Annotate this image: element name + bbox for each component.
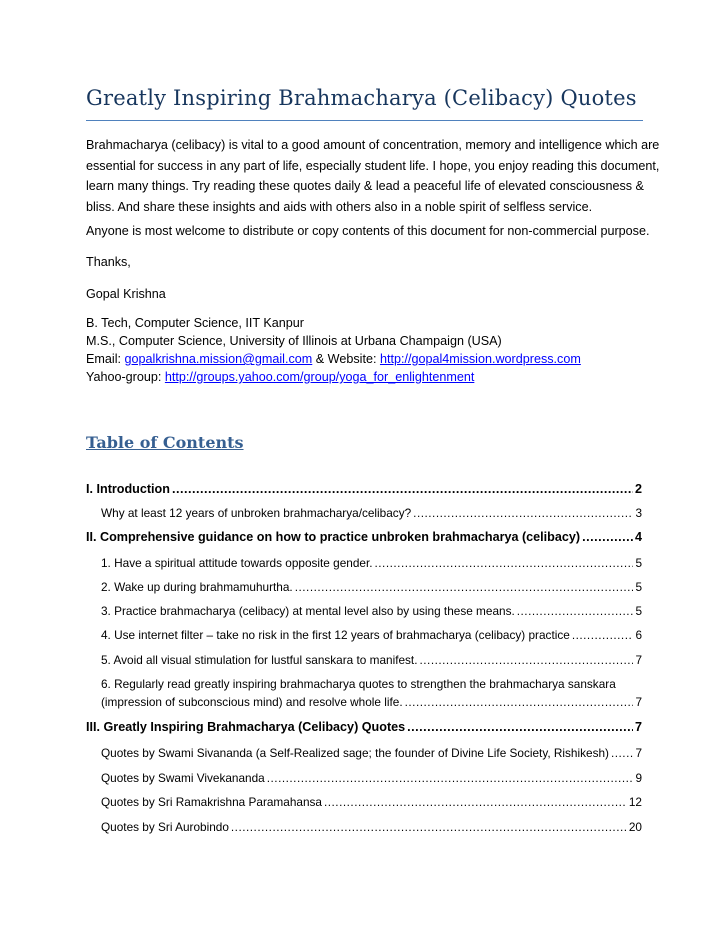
toc-leader-dots (231, 820, 627, 834)
toc-entry-page: 7 (635, 695, 642, 709)
toc-entry-text: Why at least 12 years of unbroken brahmacharya/celibacy? (101, 506, 412, 520)
toc-leader-dots (267, 771, 634, 785)
toc-entry-text: 3. Practice brahmacharya (celibacy) at mental level also by using these means. (101, 604, 515, 618)
toc-entry-text: 1. Have a spiritual attitude towards opposite gender. (101, 556, 373, 570)
toc-entry[interactable] (101, 695, 642, 709)
yahoo-group-line (86, 368, 646, 386)
toc-leader-dots (375, 556, 634, 570)
toc-entry-page: 5 (635, 604, 642, 618)
toc-entry-text: 5. Avoid all visual stimulation for lustful sanskara to manifest. (101, 653, 418, 667)
toc-leader-dots (419, 653, 633, 667)
toc-entry-page: 12 (628, 795, 642, 809)
intro-line: bliss. And share these insights and aids with others also in a noble spirit of selfless service. (86, 199, 593, 214)
toc-entry-text: Quotes by Sri Aurobindo (101, 820, 229, 834)
toc-leader-dots (324, 795, 627, 809)
toc-entry[interactable] (86, 482, 642, 496)
toc-entry[interactable] (101, 820, 642, 834)
intro-line: learn many things. Try reading these quotes daily & lead a peaceful life of elevated consciousness & (86, 179, 644, 193)
toc-entry-text: (impression of subconscious mind) and resolve whole life. (101, 695, 403, 709)
toc-entry-text: 2. Wake up during brahmamuhurtha. (101, 580, 293, 594)
toc-leader-dots (517, 604, 634, 618)
toc-entry[interactable] (101, 653, 642, 667)
intro-line: essential for success in any part of life, especially student life. I hope, you enjoy reading this document, (86, 158, 660, 173)
toc-entry-page: 7 (634, 720, 642, 734)
author-credentials (86, 314, 646, 386)
toc-entry-text: III. Greatly Inspiring Brahmacharya (Celibacy) Quotes (86, 720, 406, 734)
author-name: Gopal Krishna (86, 287, 166, 301)
toc-entry-text: I. Introduction (86, 482, 170, 496)
toc-entry[interactable] (101, 556, 642, 570)
toc-entry-page: 7 (635, 746, 642, 760)
toc-entry-page: 4 (634, 530, 642, 544)
toc-entry[interactable] (86, 720, 642, 734)
toc-entry-page: 9 (635, 771, 642, 785)
toc-entry[interactable] (86, 530, 642, 544)
website-label: & Website: (312, 352, 380, 366)
toc-entry[interactable] (101, 677, 642, 691)
intro-paragraph (86, 135, 660, 217)
toc-entry-text: Quotes by Sri Ramakrishna Paramahansa (101, 795, 322, 809)
toc-entry-page: 20 (628, 820, 642, 834)
toc-entry-text: Quotes by Swami Vivekananda (101, 771, 265, 785)
document-title: Greatly Inspiring Brahmacharya (Celibacy) Quotes (86, 86, 637, 110)
title-underline-rule (86, 120, 643, 121)
toc-entry-text: 6. Regularly read greatly inspiring brahmacharya quotes to strengthen the brahmacharya sanskara (101, 677, 616, 691)
toc-entry[interactable] (101, 746, 642, 760)
toc-leader-dots (413, 506, 633, 520)
website-link[interactable]: http://gopal4mission.wordpress.com (379, 352, 581, 366)
contact-line (86, 350, 646, 368)
toc-entry-text: Quotes by Swami Sivananda (a Self-Realized sage; the founder of Divine Life Society, Rishikesh) (101, 746, 609, 760)
email-link[interactable]: gopalkrishna.mission@gmail.com (124, 352, 313, 366)
toc-entry-text: 4. Use internet filter – take no risk in the first 12 years of brahmacharya (celibacy) practice (101, 628, 570, 642)
toc-entry-page: 6 (635, 628, 642, 642)
toc-leader-dots (572, 628, 634, 642)
toc-entry[interactable] (101, 604, 642, 618)
toc-entry[interactable] (101, 506, 642, 520)
toc-entry-page: 3 (635, 506, 642, 520)
thanks-text: Thanks, (86, 255, 131, 269)
toc-entry-page: 5 (635, 556, 642, 570)
toc-entry[interactable] (101, 771, 642, 785)
toc-leader-dots (295, 580, 634, 594)
toc-entry-page: 2 (634, 482, 642, 496)
distribution-note: Anyone is most welcome to distribute or copy contents of this document for non-commercial purpose. (86, 224, 650, 238)
toc-entry[interactable] (101, 580, 642, 594)
credential-degree-ms: M.S., Computer Science, University of Illinois at Urbana Champaign (USA) (86, 334, 502, 348)
toc-entry-page: 7 (635, 653, 642, 667)
toc-entry-text: II. Comprehensive guidance on how to practice unbroken brahmacharya (celibacy) (86, 530, 581, 544)
toc-leader-dots (611, 746, 633, 760)
toc-entry-page: 5 (635, 580, 642, 594)
email-label: Email: (86, 352, 125, 366)
toc-leader-dots (405, 695, 634, 709)
yahoo-group-link[interactable]: http://groups.yahoo.com/group/yoga_for_enlightenment (164, 370, 475, 384)
toc-leader-dots (407, 720, 633, 734)
yahoo-group-label: Yahoo-group: (86, 370, 165, 384)
credential-degree-btech: B. Tech, Computer Science, IIT Kanpur (86, 316, 304, 330)
toc-leader-dots (582, 530, 633, 544)
intro-line: Brahmacharya (celibacy) is vital to a good amount of concentration, memory and intelligence which are (86, 138, 660, 152)
toc-leader-dots (172, 482, 633, 496)
toc-heading: Table of Contents (86, 433, 244, 452)
toc-entry[interactable] (101, 628, 642, 642)
toc-entry[interactable] (101, 795, 642, 809)
